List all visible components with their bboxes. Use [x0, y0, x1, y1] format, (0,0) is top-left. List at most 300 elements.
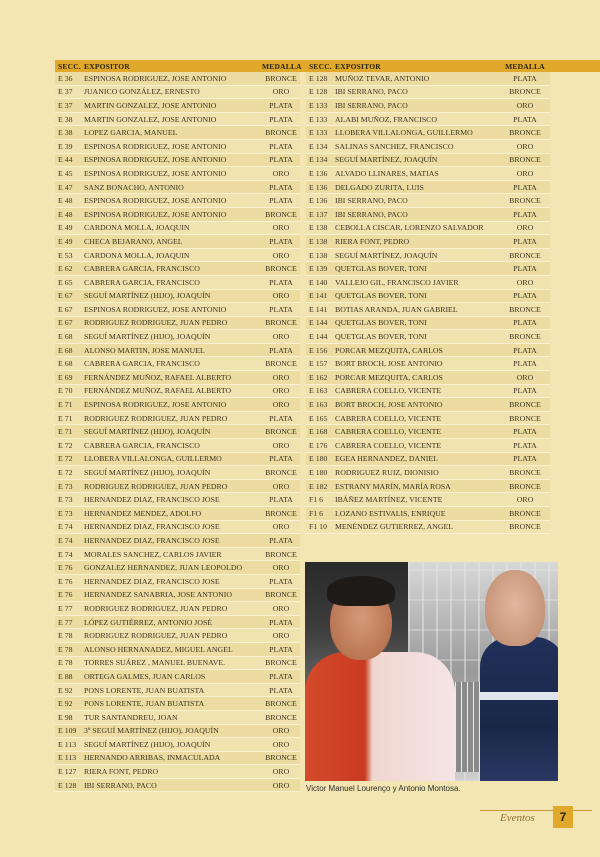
man-right-head	[485, 570, 545, 646]
row-medalla: PLATA	[269, 535, 293, 545]
row-medalla: BRONCE	[509, 155, 541, 165]
row-secc: E 109	[58, 726, 77, 736]
table-row	[55, 493, 300, 507]
row-medalla: PLATA	[513, 440, 537, 450]
row-secc: E 49	[58, 223, 73, 233]
row-secc: E 76	[58, 576, 73, 586]
row-secc: E 162	[309, 372, 328, 382]
table-row	[55, 99, 300, 113]
table-row	[55, 330, 300, 344]
row-secc: E 74	[58, 549, 73, 559]
table-row	[55, 276, 300, 290]
row-medalla: BRONCE	[265, 590, 297, 600]
row-expositor: LLOBERA VILLALONGA, GUILLERMO	[335, 128, 473, 138]
table-row	[306, 113, 550, 127]
table-row	[55, 412, 300, 426]
table-row	[55, 657, 300, 671]
row-medalla: ORO	[272, 332, 290, 342]
table-row	[55, 72, 300, 86]
row-expositor: SEGUÍ MARTÍNEZ (HIJO), JOAQUÍN	[84, 291, 211, 301]
table-row	[55, 113, 300, 127]
row-medalla: ORO	[272, 440, 290, 450]
row-secc: E 48	[58, 209, 73, 219]
row-medalla: BRONCE	[265, 508, 297, 518]
row-expositor: PONS LORENTE, JUAN BUATISTA	[84, 685, 205, 695]
row-expositor: LÓPEZ GUTIÉRREZ, ANTONIO JOSÉ	[84, 617, 213, 627]
table-row	[55, 425, 300, 439]
row-secc: E 92	[58, 685, 73, 695]
table-row	[306, 276, 550, 290]
row-expositor: RIERA FONT, PEDRO	[335, 236, 410, 246]
row-expositor: RODRIGUEZ RODRIGUEZ, JUAN PEDRO	[84, 631, 228, 641]
row-secc: E 165	[309, 413, 328, 423]
header-secc: SECC.	[309, 61, 332, 71]
row-secc: E 76	[58, 590, 73, 600]
row-expositor: ESPINOSA RODRIGUEZ, JOSE ANTONIO	[84, 73, 227, 83]
row-secc: E 68	[58, 332, 73, 342]
row-medalla: BRONCE	[509, 508, 541, 518]
row-medalla: BRONCE	[265, 658, 297, 668]
table-row	[306, 398, 550, 412]
row-expositor: GONZALEZ HERNANDEZ, JUAN LEOPOLDO	[84, 563, 243, 573]
row-medalla: PLATA	[269, 196, 293, 206]
table-row	[55, 643, 300, 657]
row-expositor: IBI SERRANO, PACO	[335, 87, 408, 97]
row-expositor: ESPINOSA RODRIGUEZ, JOSE ANTONIO	[84, 209, 227, 219]
table-row	[306, 412, 550, 426]
row-secc: E 141	[309, 291, 328, 301]
row-medalla: BRONCE	[265, 359, 297, 369]
row-expositor: HERNANDEZ MENDEZ, ADOLFO	[84, 508, 202, 518]
table-row	[306, 181, 550, 195]
table-body	[55, 72, 300, 792]
table-row	[306, 317, 550, 331]
row-medalla: PLATA	[269, 236, 293, 246]
row-expositor: MARTIN GONZALEZ, JOSE ANTONIO	[84, 114, 217, 124]
row-medalla: BRONCE	[509, 468, 541, 478]
row-secc: E 67	[58, 318, 73, 328]
row-medalla: PLATA	[513, 454, 537, 464]
row-expositor: PORCAR MEZQUITA, CARLOS	[335, 372, 443, 382]
row-medalla: PLATA	[513, 359, 537, 369]
row-secc: E 92	[58, 699, 73, 709]
table-row	[306, 330, 550, 344]
row-medalla: BRONCE	[265, 549, 297, 559]
row-expositor: RODRIGUEZ RUIZ, DIONISIO	[335, 468, 439, 478]
row-expositor: CABRERA COELLO, VICENTE	[335, 386, 442, 396]
row-expositor: CABRERA COELLO, VICENTE	[335, 440, 442, 450]
row-expositor: MENÉNDEZ GUTIERREZ, ANGEL	[335, 522, 454, 532]
table-row	[55, 290, 300, 304]
header-medalla: MEDALLA	[262, 61, 302, 71]
row-expositor: FERNÁNDEZ MUÑOZ, RAFAEL ALBERTO	[84, 372, 232, 382]
row-secc: E 68	[58, 345, 73, 355]
row-expositor: SANZ BONACHO, ANTONIO	[84, 182, 184, 192]
row-medalla: ORO	[272, 87, 290, 97]
table-row	[306, 262, 550, 276]
row-medalla: PLATA	[513, 114, 537, 124]
row-expositor: HERNANDEZ DIAZ, FRANCISCO JOSE	[84, 535, 220, 545]
row-expositor: CABRERA COELLO, VICENTE	[335, 413, 442, 423]
row-expositor: RIERA FONT, PEDRO	[84, 767, 159, 777]
row-medalla: ORO	[272, 726, 290, 736]
row-expositor: LOZANO ESTIVALIS, ENRIQUE	[335, 508, 446, 518]
row-secc: E 53	[58, 250, 73, 260]
row-medalla: ORO	[272, 386, 290, 396]
row-secc: E 136	[309, 196, 328, 206]
row-expositor: IBI SERRANO, PACO	[84, 780, 157, 790]
table-header	[55, 60, 300, 72]
row-secc: E 70	[58, 386, 73, 396]
row-secc: E 65	[58, 277, 73, 287]
row-expositor: IBI SERRANO, PACO	[335, 196, 408, 206]
row-expositor: IBÁÑEZ MARTÍNEZ, VICENTE	[335, 495, 443, 505]
table-row	[55, 697, 300, 711]
table-row	[306, 126, 550, 140]
row-secc: E 38	[58, 114, 73, 124]
row-medalla: ORO	[272, 168, 290, 178]
row-medalla: PLATA	[269, 114, 293, 124]
row-expositor: 3º SEGUÍ MARTÍNEZ (HIJO), JOAQUÍN	[84, 726, 219, 736]
table-row	[55, 548, 300, 562]
row-secc: E 76	[58, 563, 73, 573]
table-row	[55, 194, 300, 208]
table-row	[55, 466, 300, 480]
row-medalla: BRONCE	[509, 413, 541, 423]
row-secc: E 138	[309, 236, 328, 246]
row-medalla: ORO	[272, 522, 290, 532]
table-row	[55, 684, 300, 698]
table-row	[55, 738, 300, 752]
row-expositor: QUETGLAS BOVER, TONI	[335, 291, 427, 301]
row-expositor: QUETGLAS BOVER, TONI	[335, 264, 427, 274]
table-row	[306, 194, 550, 208]
row-medalla: BRONCE	[265, 318, 297, 328]
row-expositor: ALVADO LLINARES, MATIAS	[335, 168, 439, 178]
table-row	[55, 208, 300, 222]
row-medalla: BRONCE	[265, 712, 297, 722]
row-expositor: SEGUÍ MARTÍNEZ (HIJO), JOAQUÍN	[84, 739, 211, 749]
row-medalla: PLATA	[513, 318, 537, 328]
row-secc: E 138	[309, 250, 328, 260]
table-row	[55, 371, 300, 385]
row-medalla: BRONCE	[509, 332, 541, 342]
row-secc: E 39	[58, 141, 73, 151]
row-secc: E 128	[58, 780, 77, 790]
row-secc: E 71	[58, 400, 73, 410]
row-expositor: RODRIGUEZ RODRIGUEZ, JUAN PEDRO	[84, 413, 228, 423]
results-table-right	[306, 60, 550, 534]
row-secc: E 71	[58, 413, 73, 423]
row-expositor: CARDONA MOLLA, JOAQUIN	[84, 223, 190, 233]
table-row	[55, 589, 300, 603]
header-secc: SECC.	[58, 61, 81, 71]
table-row	[55, 357, 300, 371]
row-medalla: PLATA	[269, 644, 293, 654]
row-medalla: PLATA	[269, 155, 293, 165]
row-secc: E 156	[309, 345, 328, 355]
table-row	[55, 249, 300, 263]
row-expositor: HERNANDEZ DIAZ, FRANCISCO JOSE	[84, 495, 220, 505]
row-secc: E 138	[309, 223, 328, 233]
row-secc: E 74	[58, 522, 73, 532]
row-expositor: CHECA BEJARANO, ANGEL	[84, 236, 183, 246]
row-expositor: ESPINOSA RODRIGUEZ, JOSE ANTONIO	[84, 196, 227, 206]
row-medalla: PLATA	[269, 671, 293, 681]
row-secc: E 78	[58, 631, 73, 641]
row-medalla: ORO	[516, 223, 534, 233]
row-expositor: DELGADO ZURITA, LUIS	[335, 182, 424, 192]
row-secc: E 69	[58, 372, 73, 382]
row-secc: E 73	[58, 508, 73, 518]
row-expositor: MARTIN GONZALEZ, JOSE ANTONIO	[84, 100, 217, 110]
row-medalla: ORO	[272, 631, 290, 641]
row-medalla: PLATA	[513, 386, 537, 396]
row-secc: E 98	[58, 712, 73, 722]
row-medalla: PLATA	[269, 304, 293, 314]
row-medalla: PLATA	[513, 427, 537, 437]
row-secc: E 168	[309, 427, 328, 437]
row-expositor: CABRERA GARCIA, FRANCISCO	[84, 440, 200, 450]
row-expositor: ESPINOSA RODRIGUEZ, JOSE ANTONIO	[84, 168, 227, 178]
row-expositor: MORALES SANCHEZ, CARLOS JAVIER	[84, 549, 222, 559]
row-expositor: ALONSO HERNANADEZ, MIGUEL ANGEL	[84, 644, 233, 654]
row-secc: E 67	[58, 304, 73, 314]
table-row	[306, 72, 550, 86]
row-secc: E 67	[58, 291, 73, 301]
row-medalla: BRONCE	[265, 264, 297, 274]
table-row	[306, 167, 550, 181]
row-expositor: QUETGLAS BOVER, TONI	[335, 318, 427, 328]
row-expositor: HERNANDEZ DIAZ, FRANCISCO JOSE	[84, 522, 220, 532]
table-row	[306, 249, 550, 263]
table-row	[306, 480, 550, 494]
row-medalla: PLATA	[513, 236, 537, 246]
row-medalla: ORO	[272, 563, 290, 573]
row-medalla: BRONCE	[509, 87, 541, 97]
row-medalla: BRONCE	[509, 400, 541, 410]
row-medalla: ORO	[516, 141, 534, 151]
row-medalla: BRONCE	[265, 128, 297, 138]
row-secc: E 136	[309, 182, 328, 192]
row-secc: E 113	[58, 753, 77, 763]
row-medalla: BRONCE	[265, 73, 297, 83]
table-row	[306, 140, 550, 154]
table-row	[55, 765, 300, 779]
table-row	[55, 725, 300, 739]
row-medalla: PLATA	[269, 182, 293, 192]
row-expositor: ESPINOSA RODRIGUEZ, JOSE ANTONIO	[84, 155, 227, 165]
row-medalla: BRONCE	[265, 468, 297, 478]
row-secc: E 180	[309, 468, 328, 478]
row-secc: E 45	[58, 168, 73, 178]
row-secc: E 133	[309, 100, 328, 110]
table-row	[55, 181, 300, 195]
row-secc: E 163	[309, 386, 328, 396]
row-medalla: ORO	[272, 291, 290, 301]
table-row	[306, 507, 550, 521]
table-row	[55, 140, 300, 154]
row-secc: E 72	[58, 454, 73, 464]
row-secc: E 137	[309, 209, 328, 219]
table-row	[55, 534, 300, 548]
row-expositor: MUÑOZ TEVAR, ANTONIO	[335, 73, 430, 83]
row-expositor: BOTIAS ARANDA, JUAN GABRIEL	[335, 304, 458, 314]
table-row	[55, 126, 300, 140]
footer-section: Eventos	[500, 812, 535, 824]
row-expositor: JUANICO GONZÁLEZ, ERNESTO	[84, 87, 200, 97]
page-number: 7	[553, 806, 573, 828]
table-row	[55, 480, 300, 494]
row-medalla: ORO	[272, 780, 290, 790]
table-row	[306, 208, 550, 222]
photo	[305, 562, 558, 781]
row-secc: E 78	[58, 658, 73, 668]
row-medalla: BRONCE	[509, 304, 541, 314]
row-secc: E 141	[309, 304, 328, 314]
row-medalla: ORO	[516, 495, 534, 505]
row-secc: E 133	[309, 114, 328, 124]
table-row	[306, 357, 550, 371]
row-expositor: VALLEJO GIL, FRANCISCO JAVIER	[335, 277, 459, 287]
row-secc: E 71	[58, 427, 73, 437]
row-expositor: EGEA HERNANDEZ, DANIEL	[335, 454, 438, 464]
row-secc: E 37	[58, 87, 73, 97]
table-row	[306, 154, 550, 168]
row-secc: E 144	[309, 332, 328, 342]
row-medalla: BRONCE	[265, 753, 297, 763]
footer-line	[480, 810, 592, 811]
row-medalla: ORO	[272, 250, 290, 260]
row-secc: E 73	[58, 495, 73, 505]
table-row	[55, 629, 300, 643]
row-medalla: PLATA	[269, 617, 293, 627]
row-expositor: FERNÁNDEZ MUÑOZ, RAFAEL ALBERTO	[84, 386, 232, 396]
row-medalla: PLATA	[269, 413, 293, 423]
table-row	[55, 154, 300, 168]
row-expositor: TUR SANTANDREU, JOAN	[84, 712, 178, 722]
row-secc: E 72	[58, 440, 73, 450]
row-secc: E 38	[58, 128, 73, 138]
table-row	[55, 670, 300, 684]
row-expositor: SEGUÍ MARTÍNEZ (HIJO), JOAQUÍN	[84, 468, 211, 478]
table-row	[55, 711, 300, 725]
row-expositor: HERNANDO ARRIBAS, INMACULADA	[84, 753, 221, 763]
row-secc: E 44	[58, 155, 73, 165]
header-medalla: MEDALLA	[505, 61, 545, 71]
table-row	[55, 303, 300, 317]
header-expositor: EXPOSITOR	[84, 61, 130, 71]
row-expositor: CABRERA GARCIA, FRANCISCO	[84, 264, 200, 274]
row-secc: E 62	[58, 264, 73, 274]
row-expositor: IBI SERRANO, PACO	[335, 209, 408, 219]
row-secc: E 176	[309, 440, 328, 450]
row-medalla: PLATA	[269, 100, 293, 110]
row-expositor: SEGUÍ MARTÍNEZ (HIJO), JOAQUÍN	[84, 332, 211, 342]
table-row	[55, 602, 300, 616]
row-medalla: PLATA	[269, 277, 293, 287]
row-secc: E 49	[58, 236, 73, 246]
row-expositor: IBI SERRANO, PACO	[335, 100, 408, 110]
table-row	[306, 290, 550, 304]
row-medalla: BRONCE	[509, 522, 541, 532]
row-secc: E 136	[309, 168, 328, 178]
row-secc: E 180	[309, 454, 328, 464]
table-row	[55, 453, 300, 467]
table-row	[306, 222, 550, 236]
row-medalla: PLATA	[513, 264, 537, 274]
row-medalla: PLATA	[269, 454, 293, 464]
photo-caption: Victor Manuel Lourenço y Antonio Montosa.	[306, 784, 461, 793]
row-medalla: PLATA	[269, 495, 293, 505]
row-expositor: LOPEZ GARCIA, MANUEL	[84, 128, 178, 138]
table-row	[55, 385, 300, 399]
row-medalla: BRONCE	[509, 128, 541, 138]
results-table-left	[55, 60, 300, 792]
table-row	[306, 235, 550, 249]
row-medalla: ORO	[272, 223, 290, 233]
table-row	[55, 439, 300, 453]
row-medalla: BRONCE	[509, 250, 541, 260]
row-secc: E 127	[58, 767, 77, 777]
table-row	[55, 561, 300, 575]
row-secc: E 128	[309, 87, 328, 97]
row-expositor: ESPINOSA RODRIGUEZ, JOSE ANTONIO	[84, 400, 227, 410]
table-row	[55, 779, 300, 793]
table-row	[306, 425, 550, 439]
row-expositor: SEGUÍ MARTÍNEZ, JOAQUÍN	[335, 250, 438, 260]
table-row	[55, 575, 300, 589]
row-expositor: CARDONA MOLLA, JOAQUIN	[84, 250, 190, 260]
table-row	[55, 86, 300, 100]
row-medalla: PLATA	[269, 576, 293, 586]
row-medalla: ORO	[272, 481, 290, 491]
row-medalla: ORO	[272, 400, 290, 410]
row-secc: E 157	[309, 359, 328, 369]
row-secc: E 74	[58, 535, 73, 545]
row-medalla: BRONCE	[265, 699, 297, 709]
table-row	[55, 398, 300, 412]
row-medalla: BRONCE	[509, 481, 541, 491]
row-medalla: PLATA	[513, 73, 537, 83]
row-expositor: ALABI MUÑOZ, FRANCISCO	[335, 114, 438, 124]
table-row	[306, 493, 550, 507]
row-expositor: CABRERA GARCIA, FRANCISCO	[84, 277, 200, 287]
row-expositor: SALINAS SANCHEZ, FRANCISCO	[335, 141, 454, 151]
row-secc: E 48	[58, 196, 73, 206]
table-row	[55, 752, 300, 766]
row-expositor: CEBOLLA CISCAR, LORENZO SALVADOR	[335, 223, 484, 233]
row-medalla: ORO	[272, 372, 290, 382]
row-secc: E 68	[58, 359, 73, 369]
table-row	[55, 507, 300, 521]
table-row	[55, 262, 300, 276]
table-row	[306, 466, 550, 480]
table-row	[55, 344, 300, 358]
row-medalla: PLATA	[269, 685, 293, 695]
row-secc: E 134	[309, 155, 328, 165]
row-secc: E 133	[309, 128, 328, 138]
row-expositor: ORTEGA GALMES, JUAN CARLOS	[84, 671, 206, 681]
row-expositor: SEGUÍ MARTÍNEZ, JOAQUÍN	[335, 155, 438, 165]
table-row	[306, 303, 550, 317]
row-expositor: ESTRANY MARÍN, MARÍA ROSA	[335, 481, 451, 491]
row-secc: E 72	[58, 468, 73, 478]
table-body	[306, 72, 550, 534]
row-secc: F1 6	[309, 495, 324, 505]
row-secc: E 47	[58, 182, 73, 192]
row-expositor: BORT BROCH, JOSE ANTONIO	[335, 400, 443, 410]
